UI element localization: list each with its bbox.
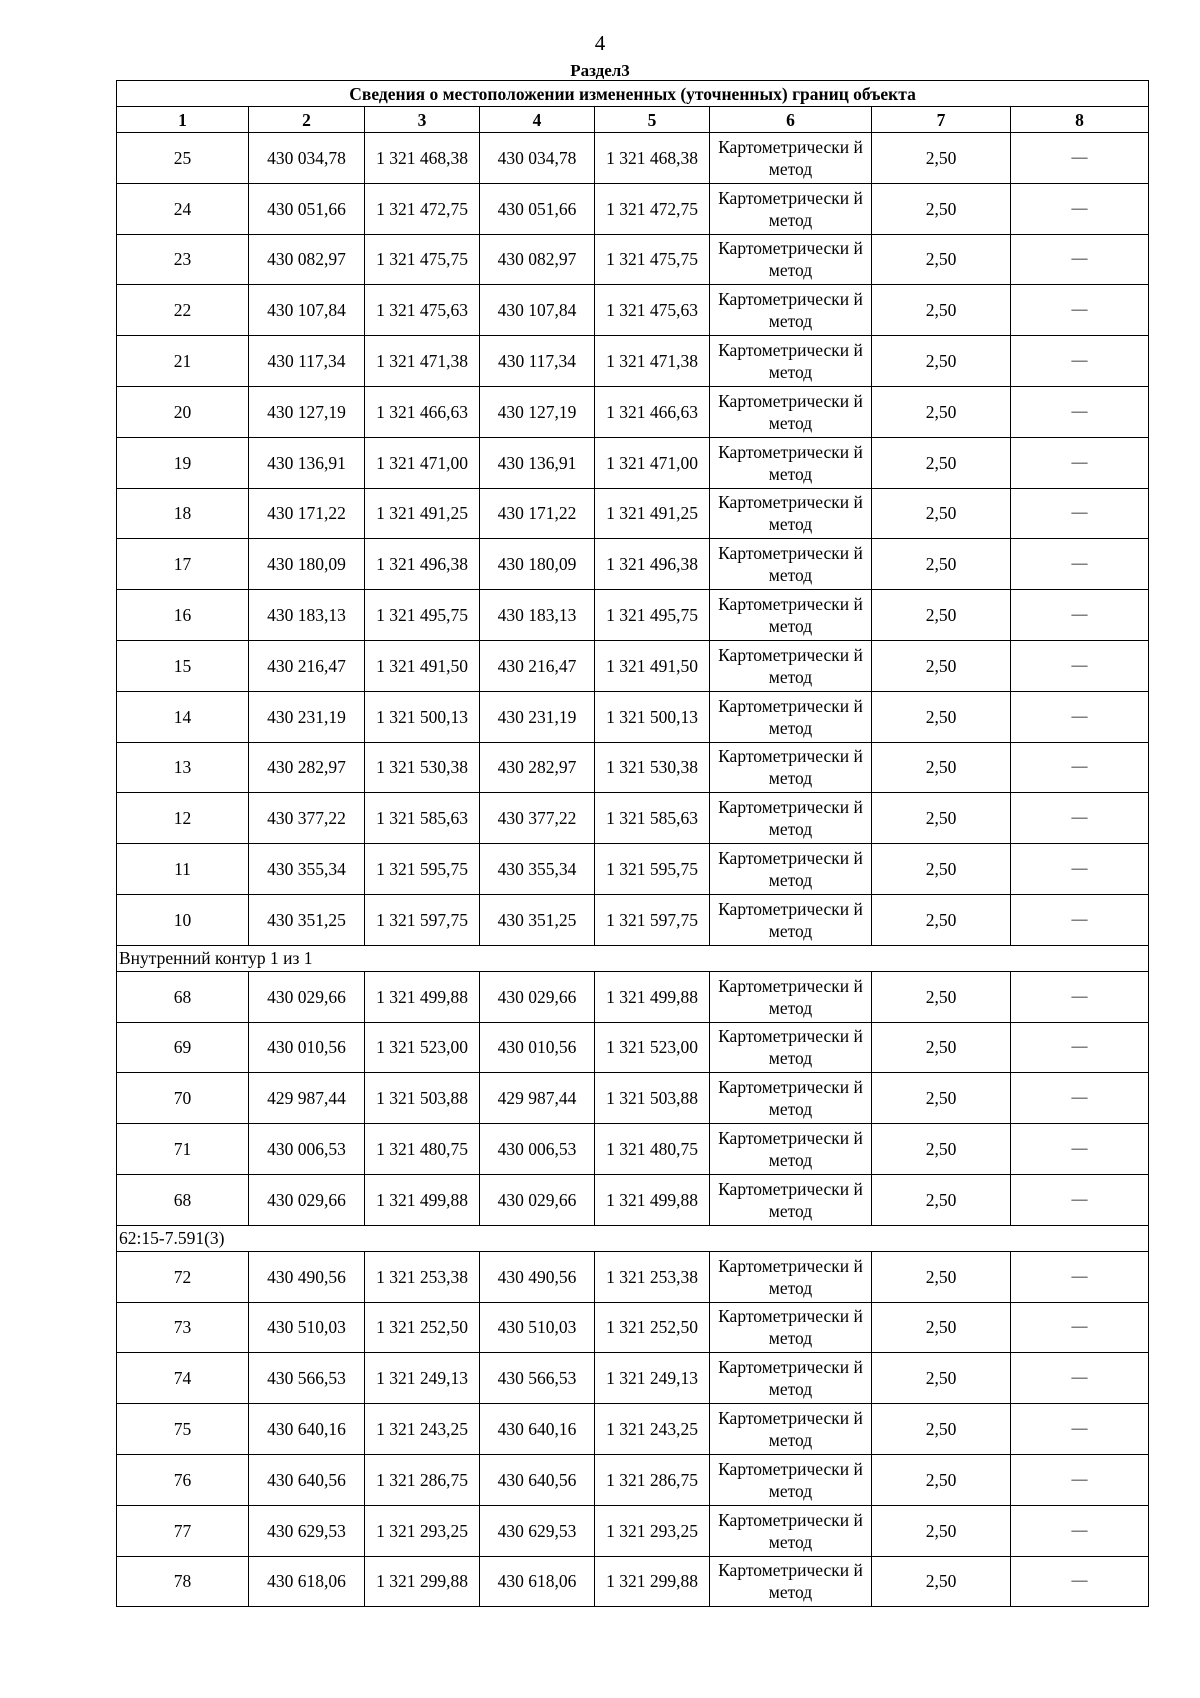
cell-y-old: 1 321 491,25 bbox=[365, 488, 480, 539]
cell-precision: 2,50 bbox=[872, 133, 1011, 184]
cell-x-new: 430 006,53 bbox=[480, 1124, 595, 1175]
cell-y-old: 1 321 495,75 bbox=[365, 590, 480, 641]
cell-description: — bbox=[1011, 1505, 1149, 1556]
cell-point-number: 68 bbox=[117, 971, 249, 1022]
cell-y-new: 1 321 252,50 bbox=[595, 1302, 710, 1353]
column-number-header: 6 bbox=[710, 107, 872, 133]
cell-y-new: 1 321 496,38 bbox=[595, 539, 710, 590]
cell-method: Картометрически й метод bbox=[710, 1454, 872, 1505]
cell-method: Картометрически й метод bbox=[710, 1022, 872, 1073]
cell-point-number: 25 bbox=[117, 133, 249, 184]
cell-x-new: 430 180,09 bbox=[480, 539, 595, 590]
cell-method: Картометрически й метод bbox=[710, 488, 872, 539]
cell-method: Картометрически й метод bbox=[710, 1124, 872, 1175]
contour-label-row bbox=[117, 945, 1149, 971]
cell-method: Картометрически й метод bbox=[710, 539, 872, 590]
cell-method: Картометрически й метод bbox=[710, 234, 872, 285]
column-number-header: 7 bbox=[872, 107, 1011, 133]
cell-x-new: 430 183,13 bbox=[480, 590, 595, 641]
table-row bbox=[117, 437, 1149, 488]
cell-y-new: 1 321 597,75 bbox=[595, 894, 710, 945]
cell-x-old: 430 010,56 bbox=[249, 1022, 365, 1073]
cell-point-number: 17 bbox=[117, 539, 249, 590]
cell-x-old: 430 183,13 bbox=[249, 590, 365, 641]
cell-x-old: 430 051,66 bbox=[249, 183, 365, 234]
cell-x-new: 430 231,19 bbox=[480, 691, 595, 742]
cell-point-number: 70 bbox=[117, 1073, 249, 1124]
cell-x-new: 430 566,53 bbox=[480, 1353, 595, 1404]
cell-x-old: 430 127,19 bbox=[249, 386, 365, 437]
cell-y-old: 1 321 475,75 bbox=[365, 234, 480, 285]
cell-y-new: 1 321 472,75 bbox=[595, 183, 710, 234]
cell-point-number: 13 bbox=[117, 742, 249, 793]
cell-y-new: 1 321 480,75 bbox=[595, 1124, 710, 1175]
cell-y-new: 1 321 503,88 bbox=[595, 1073, 710, 1124]
cell-description: — bbox=[1011, 234, 1149, 285]
cell-x-new: 430 082,97 bbox=[480, 234, 595, 285]
table-row bbox=[117, 285, 1149, 336]
cell-y-new: 1 321 499,88 bbox=[595, 1174, 710, 1225]
cell-y-old: 1 321 503,88 bbox=[365, 1073, 480, 1124]
cell-x-old: 430 490,56 bbox=[249, 1251, 365, 1302]
cell-y-new: 1 321 595,75 bbox=[595, 844, 710, 895]
cell-point-number: 73 bbox=[117, 1302, 249, 1353]
cell-description: — bbox=[1011, 437, 1149, 488]
cell-x-old: 430 136,91 bbox=[249, 437, 365, 488]
cell-method: Картометрически й метод bbox=[710, 133, 872, 184]
contour-label: 62:15-7.591(3) bbox=[117, 1225, 1149, 1251]
cell-y-old: 1 321 471,38 bbox=[365, 336, 480, 387]
cell-y-old: 1 321 491,50 bbox=[365, 640, 480, 691]
cell-x-new: 430 377,22 bbox=[480, 793, 595, 844]
cell-x-new: 430 010,56 bbox=[480, 1022, 595, 1073]
cell-precision: 2,50 bbox=[872, 844, 1011, 895]
cell-precision: 2,50 bbox=[872, 1073, 1011, 1124]
cell-point-number: 12 bbox=[117, 793, 249, 844]
section-title: Раздел3 bbox=[570, 61, 630, 80]
table-row bbox=[117, 1124, 1149, 1175]
column-number-header: 8 bbox=[1011, 107, 1149, 133]
cell-description: — bbox=[1011, 971, 1149, 1022]
cell-x-new: 430 107,84 bbox=[480, 285, 595, 336]
cell-point-number: 74 bbox=[117, 1353, 249, 1404]
cell-precision: 2,50 bbox=[872, 1251, 1011, 1302]
cell-y-old: 1 321 243,25 bbox=[365, 1404, 480, 1455]
cell-y-new: 1 321 475,75 bbox=[595, 234, 710, 285]
cell-x-old: 430 282,97 bbox=[249, 742, 365, 793]
table-row bbox=[117, 691, 1149, 742]
cell-method: Картометрически й метод bbox=[710, 742, 872, 793]
cell-y-old: 1 321 500,13 bbox=[365, 691, 480, 742]
cell-y-new: 1 321 585,63 bbox=[595, 793, 710, 844]
cell-y-old: 1 321 523,00 bbox=[365, 1022, 480, 1073]
cell-description: — bbox=[1011, 691, 1149, 742]
cell-precision: 2,50 bbox=[872, 691, 1011, 742]
cell-point-number: 19 bbox=[117, 437, 249, 488]
cell-x-old: 430 566,53 bbox=[249, 1353, 365, 1404]
cell-x-old: 430 629,53 bbox=[249, 1505, 365, 1556]
cell-description: — bbox=[1011, 285, 1149, 336]
cell-description: — bbox=[1011, 1404, 1149, 1455]
cell-description: — bbox=[1011, 1302, 1149, 1353]
table-row bbox=[117, 539, 1149, 590]
cell-precision: 2,50 bbox=[872, 183, 1011, 234]
cell-y-old: 1 321 496,38 bbox=[365, 539, 480, 590]
cell-y-old: 1 321 475,63 bbox=[365, 285, 480, 336]
cell-y-new: 1 321 475,63 bbox=[595, 285, 710, 336]
cell-precision: 2,50 bbox=[872, 590, 1011, 641]
cell-x-old: 430 171,22 bbox=[249, 488, 365, 539]
cell-method: Картометрически й метод bbox=[710, 793, 872, 844]
cell-x-old: 430 216,47 bbox=[249, 640, 365, 691]
contour-label: Внутренний контур 1 из 1 bbox=[117, 945, 1149, 971]
cell-y-old: 1 321 249,13 bbox=[365, 1353, 480, 1404]
cell-point-number: 68 bbox=[117, 1174, 249, 1225]
cell-y-old: 1 321 480,75 bbox=[365, 1124, 480, 1175]
cell-description: — bbox=[1011, 1556, 1149, 1607]
cell-point-number: 71 bbox=[117, 1124, 249, 1175]
cell-x-new: 430 640,56 bbox=[480, 1454, 595, 1505]
cell-precision: 2,50 bbox=[872, 1454, 1011, 1505]
cell-y-old: 1 321 468,38 bbox=[365, 133, 480, 184]
cell-method: Картометрически й метод bbox=[710, 1073, 872, 1124]
cell-y-old: 1 321 499,88 bbox=[365, 971, 480, 1022]
cell-x-new: 430 640,16 bbox=[480, 1404, 595, 1455]
cell-point-number: 72 bbox=[117, 1251, 249, 1302]
cell-y-new: 1 321 243,25 bbox=[595, 1404, 710, 1455]
cell-description: — bbox=[1011, 793, 1149, 844]
cell-description: — bbox=[1011, 488, 1149, 539]
cell-x-new: 430 127,19 bbox=[480, 386, 595, 437]
cell-method: Картометрически й метод bbox=[710, 894, 872, 945]
table-row bbox=[117, 1302, 1149, 1353]
cell-x-old: 430 351,25 bbox=[249, 894, 365, 945]
table-row bbox=[117, 742, 1149, 793]
cell-x-old: 430 029,66 bbox=[249, 1174, 365, 1225]
cell-point-number: 15 bbox=[117, 640, 249, 691]
cell-method: Картометрически й метод bbox=[710, 640, 872, 691]
cell-point-number: 78 bbox=[117, 1556, 249, 1607]
cell-precision: 2,50 bbox=[872, 793, 1011, 844]
cell-point-number: 14 bbox=[117, 691, 249, 742]
cell-x-old: 430 034,78 bbox=[249, 133, 365, 184]
cell-y-new: 1 321 495,75 bbox=[595, 590, 710, 641]
cell-description: — bbox=[1011, 1124, 1149, 1175]
cell-description: — bbox=[1011, 539, 1149, 590]
cell-x-new: 430 029,66 bbox=[480, 1174, 595, 1225]
cell-method: Картометрически й метод bbox=[710, 1404, 872, 1455]
page-number: 4 bbox=[594, 31, 606, 55]
cell-precision: 2,50 bbox=[872, 285, 1011, 336]
cell-x-new: 430 216,47 bbox=[480, 640, 595, 691]
cell-x-new: 429 987,44 bbox=[480, 1073, 595, 1124]
cell-method: Картометрически й метод bbox=[710, 1505, 872, 1556]
cell-description: — bbox=[1011, 742, 1149, 793]
cell-y-new: 1 321 530,38 bbox=[595, 742, 710, 793]
cell-point-number: 77 bbox=[117, 1505, 249, 1556]
table-row bbox=[117, 844, 1149, 895]
cell-point-number: 75 bbox=[117, 1404, 249, 1455]
cell-method: Картометрически й метод bbox=[710, 285, 872, 336]
cell-point-number: 69 bbox=[117, 1022, 249, 1073]
cell-point-number: 76 bbox=[117, 1454, 249, 1505]
cell-method: Картометрически й метод bbox=[710, 971, 872, 1022]
cell-description: — bbox=[1011, 1353, 1149, 1404]
cell-y-new: 1 321 491,50 bbox=[595, 640, 710, 691]
cell-y-new: 1 321 491,25 bbox=[595, 488, 710, 539]
cell-method: Картометрически й метод bbox=[710, 590, 872, 641]
cell-description: — bbox=[1011, 1174, 1149, 1225]
cell-y-new: 1 321 253,38 bbox=[595, 1251, 710, 1302]
cell-x-new: 430 136,91 bbox=[480, 437, 595, 488]
table-row bbox=[117, 488, 1149, 539]
table-row bbox=[117, 1556, 1149, 1607]
cell-x-old: 430 107,84 bbox=[249, 285, 365, 336]
cell-description: — bbox=[1011, 386, 1149, 437]
cell-y-new: 1 321 286,75 bbox=[595, 1454, 710, 1505]
column-number-header: 1 bbox=[117, 107, 249, 133]
cell-description: — bbox=[1011, 1454, 1149, 1505]
table-row bbox=[117, 793, 1149, 844]
cell-x-new: 430 171,22 bbox=[480, 488, 595, 539]
cell-y-old: 1 321 585,63 bbox=[365, 793, 480, 844]
cell-precision: 2,50 bbox=[872, 1174, 1011, 1225]
cell-method: Картометрически й метод bbox=[710, 1302, 872, 1353]
boundary-coordinates-table bbox=[116, 80, 1149, 1607]
cell-x-old: 430 117,34 bbox=[249, 336, 365, 387]
cell-y-new: 1 321 466,63 bbox=[595, 386, 710, 437]
cell-precision: 2,50 bbox=[872, 742, 1011, 793]
table-row bbox=[117, 386, 1149, 437]
cell-x-old: 430 355,34 bbox=[249, 844, 365, 895]
table-row bbox=[117, 894, 1149, 945]
cell-description: — bbox=[1011, 590, 1149, 641]
cell-y-old: 1 321 595,75 bbox=[365, 844, 480, 895]
cell-y-new: 1 321 499,88 bbox=[595, 971, 710, 1022]
cell-point-number: 21 bbox=[117, 336, 249, 387]
table-row bbox=[117, 1454, 1149, 1505]
cell-method: Картометрически й метод bbox=[710, 1251, 872, 1302]
cell-description: — bbox=[1011, 1073, 1149, 1124]
cell-precision: 2,50 bbox=[872, 539, 1011, 590]
cell-description: — bbox=[1011, 844, 1149, 895]
cell-method: Картометрически й метод bbox=[710, 844, 872, 895]
table-row bbox=[117, 1505, 1149, 1556]
cell-precision: 2,50 bbox=[872, 1556, 1011, 1607]
cell-y-old: 1 321 299,88 bbox=[365, 1556, 480, 1607]
cell-x-new: 430 051,66 bbox=[480, 183, 595, 234]
cell-description: — bbox=[1011, 894, 1149, 945]
column-number-header: 3 bbox=[365, 107, 480, 133]
cell-precision: 2,50 bbox=[872, 894, 1011, 945]
cell-y-old: 1 321 252,50 bbox=[365, 1302, 480, 1353]
cell-precision: 2,50 bbox=[872, 234, 1011, 285]
cell-y-new: 1 321 249,13 bbox=[595, 1353, 710, 1404]
cell-y-new: 1 321 471,00 bbox=[595, 437, 710, 488]
cell-y-old: 1 321 286,75 bbox=[365, 1454, 480, 1505]
cell-y-old: 1 321 471,00 bbox=[365, 437, 480, 488]
cell-point-number: 20 bbox=[117, 386, 249, 437]
cell-method: Картометрически й метод bbox=[710, 691, 872, 742]
cell-y-new: 1 321 500,13 bbox=[595, 691, 710, 742]
cell-precision: 2,50 bbox=[872, 971, 1011, 1022]
cell-x-new: 430 355,34 bbox=[480, 844, 595, 895]
table-row bbox=[117, 1073, 1149, 1124]
cell-description: — bbox=[1011, 183, 1149, 234]
cell-precision: 2,50 bbox=[872, 336, 1011, 387]
cell-y-new: 1 321 523,00 bbox=[595, 1022, 710, 1073]
column-number-header: 4 bbox=[480, 107, 595, 133]
cell-x-old: 429 987,44 bbox=[249, 1073, 365, 1124]
cell-x-old: 430 029,66 bbox=[249, 971, 365, 1022]
cell-method: Картометрически й метод bbox=[710, 386, 872, 437]
table-row bbox=[117, 1022, 1149, 1073]
cell-point-number: 22 bbox=[117, 285, 249, 336]
contour-label-row bbox=[117, 1225, 1149, 1251]
cell-method: Картометрически й метод bbox=[710, 1556, 872, 1607]
cell-x-old: 430 006,53 bbox=[249, 1124, 365, 1175]
cell-description: — bbox=[1011, 640, 1149, 691]
cell-method: Картометрически й метод bbox=[710, 437, 872, 488]
cell-precision: 2,50 bbox=[872, 488, 1011, 539]
table-row bbox=[117, 183, 1149, 234]
column-number-header: 5 bbox=[595, 107, 710, 133]
cell-precision: 2,50 bbox=[872, 1302, 1011, 1353]
cell-precision: 2,50 bbox=[872, 640, 1011, 691]
cell-precision: 2,50 bbox=[872, 1353, 1011, 1404]
cell-x-old: 430 510,03 bbox=[249, 1302, 365, 1353]
cell-precision: 2,50 bbox=[872, 1124, 1011, 1175]
table-title: Сведения о местоположении измененных (уточненных) границ объекта bbox=[117, 81, 1149, 107]
cell-y-old: 1 321 253,38 bbox=[365, 1251, 480, 1302]
cell-description: — bbox=[1011, 1022, 1149, 1073]
cell-point-number: 24 bbox=[117, 183, 249, 234]
cell-point-number: 18 bbox=[117, 488, 249, 539]
cell-x-new: 430 490,56 bbox=[480, 1251, 595, 1302]
cell-x-old: 430 082,97 bbox=[249, 234, 365, 285]
cell-method: Картометрически й метод bbox=[710, 336, 872, 387]
cell-precision: 2,50 bbox=[872, 1505, 1011, 1556]
cell-y-old: 1 321 499,88 bbox=[365, 1174, 480, 1225]
cell-y-old: 1 321 466,63 bbox=[365, 386, 480, 437]
table-row bbox=[117, 640, 1149, 691]
cell-y-new: 1 321 471,38 bbox=[595, 336, 710, 387]
cell-y-new: 1 321 468,38 bbox=[595, 133, 710, 184]
cell-precision: 2,50 bbox=[872, 437, 1011, 488]
cell-point-number: 23 bbox=[117, 234, 249, 285]
cell-y-old: 1 321 597,75 bbox=[365, 894, 480, 945]
cell-point-number: 16 bbox=[117, 590, 249, 641]
cell-x-new: 430 282,97 bbox=[480, 742, 595, 793]
cell-point-number: 11 bbox=[117, 844, 249, 895]
cell-description: — bbox=[1011, 1251, 1149, 1302]
table-row bbox=[117, 590, 1149, 641]
cell-description: — bbox=[1011, 336, 1149, 387]
table-row bbox=[117, 1353, 1149, 1404]
cell-x-new: 430 351,25 bbox=[480, 894, 595, 945]
cell-x-old: 430 231,19 bbox=[249, 691, 365, 742]
cell-precision: 2,50 bbox=[872, 386, 1011, 437]
cell-x-new: 430 629,53 bbox=[480, 1505, 595, 1556]
table-row bbox=[117, 971, 1149, 1022]
cell-y-old: 1 321 530,38 bbox=[365, 742, 480, 793]
cell-method: Картометрически й метод bbox=[710, 1174, 872, 1225]
cell-x-old: 430 377,22 bbox=[249, 793, 365, 844]
table-row bbox=[117, 1404, 1149, 1455]
cell-y-old: 1 321 472,75 bbox=[365, 183, 480, 234]
table-row bbox=[117, 133, 1149, 184]
cell-precision: 2,50 bbox=[872, 1022, 1011, 1073]
table-row bbox=[117, 234, 1149, 285]
cell-point-number: 10 bbox=[117, 894, 249, 945]
cell-x-new: 430 117,34 bbox=[480, 336, 595, 387]
table-row bbox=[117, 336, 1149, 387]
cell-x-new: 430 618,06 bbox=[480, 1556, 595, 1607]
column-number-header: 2 bbox=[249, 107, 365, 133]
table-row bbox=[117, 1174, 1149, 1225]
cell-method: Картометрически й метод bbox=[710, 1353, 872, 1404]
cell-precision: 2,50 bbox=[872, 1404, 1011, 1455]
cell-y-old: 1 321 293,25 bbox=[365, 1505, 480, 1556]
cell-x-new: 430 029,66 bbox=[480, 971, 595, 1022]
cell-x-new: 430 034,78 bbox=[480, 133, 595, 184]
cell-x-old: 430 640,16 bbox=[249, 1404, 365, 1455]
cell-method: Картометрически й метод bbox=[710, 183, 872, 234]
cell-x-new: 430 510,03 bbox=[480, 1302, 595, 1353]
cell-x-old: 430 640,56 bbox=[249, 1454, 365, 1505]
cell-x-old: 430 618,06 bbox=[249, 1556, 365, 1607]
cell-y-new: 1 321 293,25 bbox=[595, 1505, 710, 1556]
cell-description: — bbox=[1011, 133, 1149, 184]
table-row bbox=[117, 1251, 1149, 1302]
cell-y-new: 1 321 299,88 bbox=[595, 1556, 710, 1607]
cell-x-old: 430 180,09 bbox=[249, 539, 365, 590]
